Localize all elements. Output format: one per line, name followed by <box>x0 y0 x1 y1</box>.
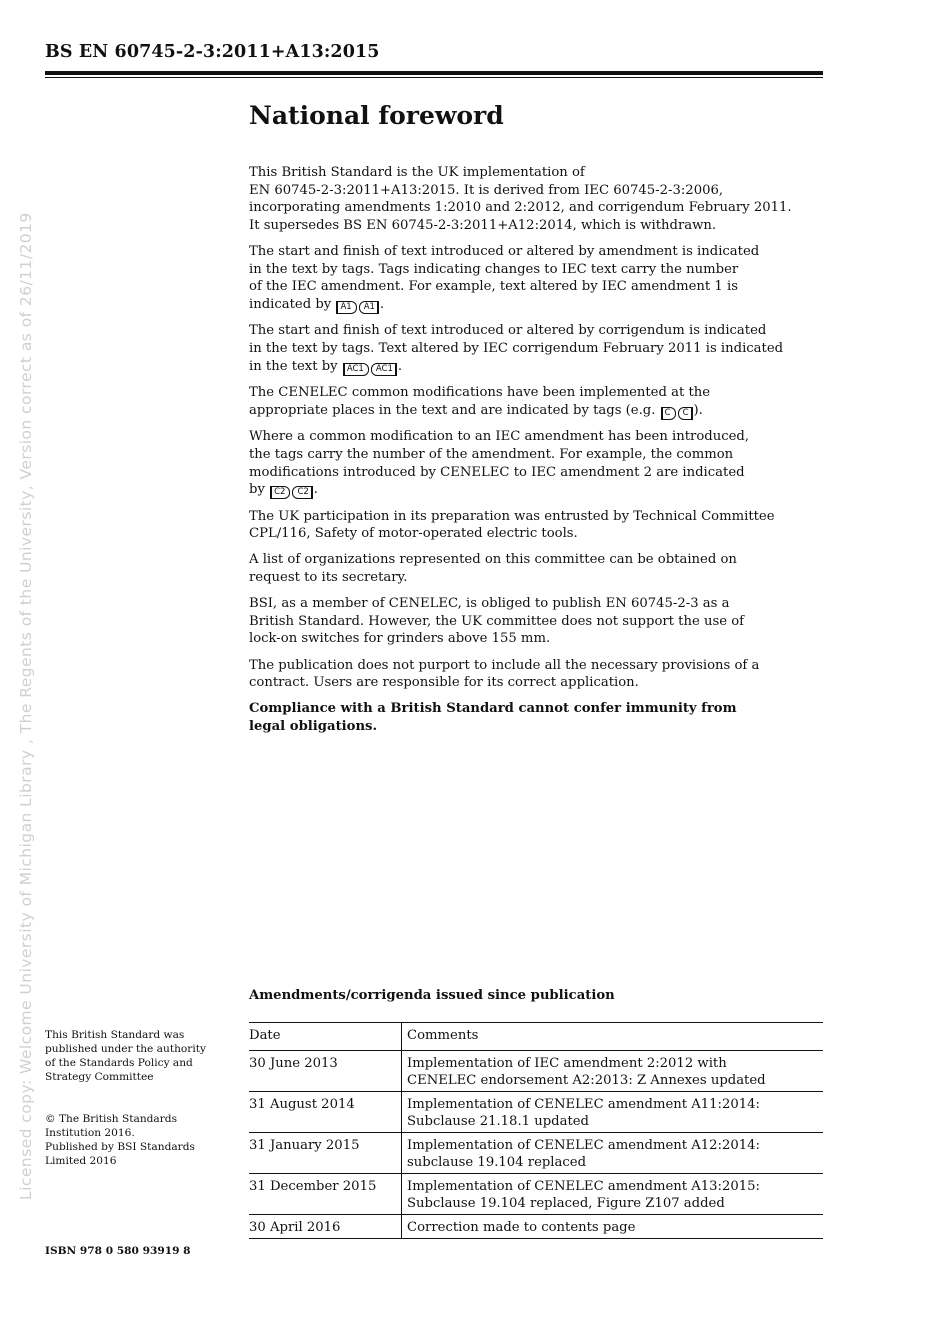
table-row <box>249 1133 823 1174</box>
amendments-heading: Amendments/corrigenda issued since publication <box>249 988 615 1003</box>
comment-line: CENELEC endorsement A2:2013: Z Annexes updated <box>407 1073 766 1088</box>
text-line: modifications introduced by CENELEC to IEC amendment 2 are indicated <box>249 464 745 480</box>
corrigendum-close-tag-icon: AC1 <box>371 363 397 376</box>
text-line: A list of organizations represented on this committee can be obtained on <box>249 552 737 568</box>
column-header-date: Date <box>249 1023 402 1051</box>
text-line: The CENELEC common modifications have been implemented at the <box>249 385 711 401</box>
text-line: in the text by tags. Tags indicating changes to IEC text carry the number <box>249 261 739 277</box>
table-row <box>249 1051 823 1092</box>
row-date: 30 April 2016 <box>249 1215 402 1239</box>
row-date: 31 December 2015 <box>249 1174 402 1215</box>
amendment-close-tag-icon: A1 <box>359 301 379 314</box>
header-rule-thin <box>45 77 823 78</box>
isbn: ISBN 978 0 580 93919 8 <box>45 1245 191 1257</box>
comment-line: Correction made to contents page <box>407 1220 636 1235</box>
text-line: The UK participation in its preparation was entrusted by Technical Committee <box>249 508 775 524</box>
text-line: incorporating amendments 1:2010 and 2:2012, and corrigendum February 2011. <box>249 200 792 216</box>
license-watermark: Licensed copy: Welcome University of Michigan Library , The Regents of the University, Version correct as of 26/11/2019 <box>17 212 35 1200</box>
text-line: This British Standard is the UK implementation of <box>249 165 585 180</box>
text-line: appropriate places in the text and are indicated by tags (e.g. <box>249 402 656 418</box>
text-line: Compliance with a British Standard cannot confer immunity from <box>249 701 737 717</box>
sidebar-line: Limited 2016 <box>45 1155 117 1167</box>
common-mod-open-tag-icon: C <box>661 407 676 420</box>
table-header-row <box>249 1023 823 1051</box>
amendment-open-tag-icon: A1 <box>336 301 356 314</box>
paragraph-committee-list <box>249 551 824 586</box>
text-line: EN 60745-2-3:2011+A13:2015. It is derived from IEC 60745-2-3:2006, <box>249 182 724 198</box>
comment-line: subclause 19.104 replaced <box>407 1155 587 1170</box>
text-line: The start and finish of text introduced or altered by corrigendum is indicated <box>249 323 767 339</box>
comment-line: Implementation of CENELEC amendment A13:2015: <box>407 1179 760 1194</box>
text-line: BSI, as a member of CENELEC, is obliged to publish EN 60745-2-3 as a <box>249 596 730 612</box>
text-suffix: . <box>397 358 403 374</box>
comment-line: Implementation of CENELEC amendment A12:2014: <box>407 1138 760 1153</box>
compliance-statement <box>249 700 824 735</box>
row-date: 31 January 2015 <box>249 1133 402 1174</box>
text-line: indicated by <box>249 296 332 312</box>
text-line: in the text by <box>249 358 338 374</box>
text-line: in the text by tags. Text altered by IEC corrigendum February 2011 is indicated <box>249 340 784 356</box>
paragraph-provisions <box>249 657 824 692</box>
comment-line: Implementation of CENELEC amendment A11:2014: <box>407 1097 760 1112</box>
column-header-comments: Comments <box>402 1023 824 1051</box>
row-comments <box>402 1092 824 1133</box>
comment-line: Subclause 21.18.1 updated <box>407 1114 590 1129</box>
text-line: It supersedes BS EN 60745-2-3:2011+A12:2014, which is withdrawn. <box>249 217 717 233</box>
sidebar-line: of the Standards Policy and <box>45 1057 193 1069</box>
sidebar-line: © The British Standards <box>45 1113 178 1125</box>
text-line: of the IEC amendment. For example, text altered by IEC amendment 1 is <box>249 279 738 295</box>
header-rule-thick <box>45 71 823 75</box>
corrigendum-open-tag-icon: AC1 <box>343 363 369 376</box>
comment-line: Subclause 19.104 replaced, Figure Z107 added <box>407 1196 725 1211</box>
sidebar-line: Published by BSI Standards <box>45 1141 195 1153</box>
row-date: 30 June 2013 <box>249 1051 402 1092</box>
text-line: contract. Users are responsible for its correct application. <box>249 675 639 691</box>
table-row <box>249 1092 823 1133</box>
c2-close-tag-icon: C2 <box>292 486 312 499</box>
paragraph-amendment-tags <box>249 243 824 314</box>
paragraph-bsi-obligation <box>249 595 824 648</box>
paragraph-amendment-common-mods <box>249 428 824 499</box>
sidebar-line: Institution 2016. <box>45 1127 135 1139</box>
paragraph-implementation <box>249 164 824 234</box>
sidebar-authority <box>45 1028 235 1084</box>
common-mod-close-tag-icon: C <box>678 407 693 420</box>
text-line: by <box>249 482 265 498</box>
table-row <box>249 1174 823 1215</box>
text-line: lock-on switches for grinders above 155 mm. <box>249 631 551 647</box>
c2-open-tag-icon: C2 <box>270 486 290 499</box>
sidebar-copyright <box>45 1112 235 1168</box>
paragraph-cenelec-modifications <box>249 384 824 420</box>
sidebar-line: Strategy Committee <box>45 1071 154 1083</box>
text-line: The publication does not purport to include all the necessary provisions of a <box>249 657 760 673</box>
table-row <box>249 1215 823 1239</box>
row-date: 31 August 2014 <box>249 1092 402 1133</box>
text-line: the tags carry the number of the amendment. For example, the common <box>249 446 734 462</box>
comment-line: Implementation of IEC amendment 2:2012 with <box>407 1056 727 1071</box>
row-comments <box>402 1133 824 1174</box>
sidebar-line: published under the authority <box>45 1043 206 1055</box>
foreword-body <box>249 164 824 744</box>
text-line: British Standard. However, the UK committee does not support the use of <box>249 613 745 629</box>
row-comments <box>402 1051 824 1092</box>
paragraph-corrigendum-tags <box>249 322 824 375</box>
text-suffix: ). <box>693 402 703 418</box>
text-line: legal obligations. <box>249 719 378 734</box>
text-line: CPL/116, Safety of motor-operated electric tools. <box>249 526 578 542</box>
text-suffix: . <box>379 296 385 312</box>
amendments-table <box>249 1022 823 1239</box>
row-comments <box>402 1174 824 1215</box>
document-code: BS EN 60745-2-3:2011+A13:2015 <box>45 42 380 62</box>
text-line: request to its secretary. <box>249 570 408 586</box>
row-comments <box>402 1215 824 1239</box>
text-line: The start and finish of text introduced or altered by amendment is indicated <box>249 243 760 259</box>
text-line: Where a common modification to an IEC amendment has been introduced, <box>249 429 750 445</box>
paragraph-uk-participation <box>249 508 824 543</box>
sidebar-line: This British Standard was <box>45 1029 185 1041</box>
text-suffix: . <box>313 482 318 498</box>
page-title: National foreword <box>249 101 504 130</box>
